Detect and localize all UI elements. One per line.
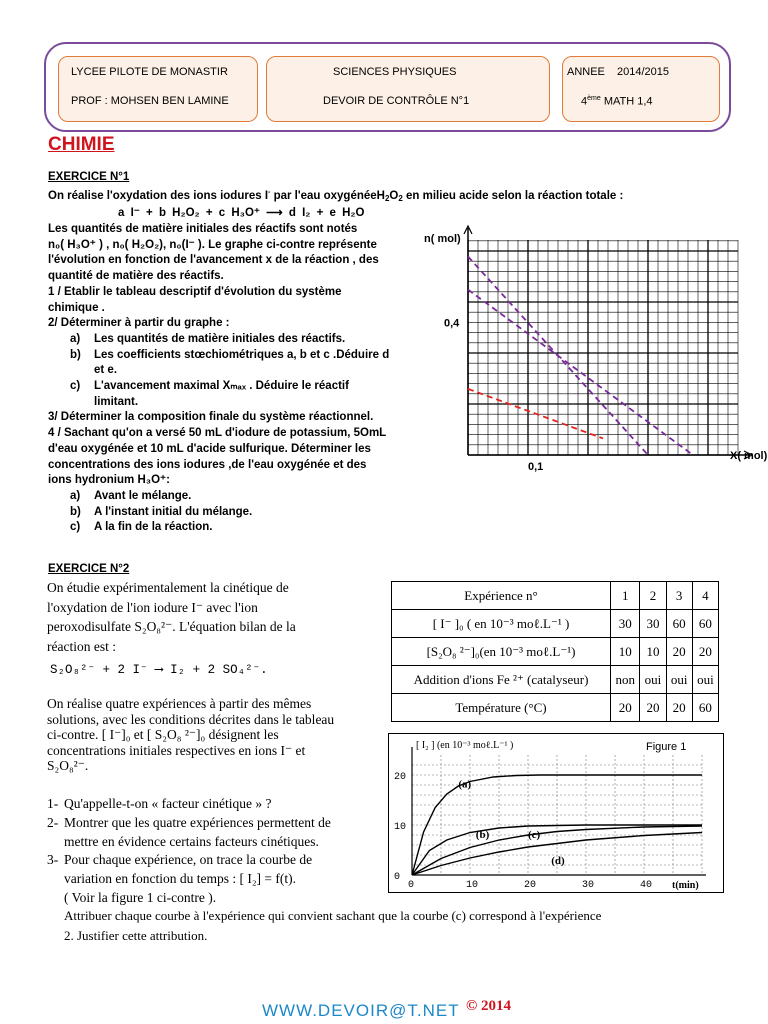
- table-cell: oui: [666, 666, 692, 694]
- ex1-intro-2: par l'eau oxygénéeH: [270, 189, 385, 202]
- ex2-line2: S₂O₈²⁻.: [47, 758, 89, 774]
- table-row-label: Addition d'ions Fe ²⁺ (catalyseur): [392, 666, 611, 694]
- ex2-line: réaction est :: [47, 638, 116, 654]
- year-label: ANNEE: [567, 66, 605, 78]
- ex1-q2-item: Les coefficients stœchiométriques a, b et c .Déduire d: [94, 348, 390, 361]
- ex2-line: l'oxydation de l'ion iodure I⁻ avec l'ion: [47, 599, 258, 615]
- table-cell: 60: [692, 610, 718, 638]
- class-number: 4: [581, 95, 588, 108]
- y-tick-label: 20: [394, 772, 407, 783]
- school-name: LYCEE PILOTE DE MONASTIR: [71, 66, 228, 78]
- ex2-line2: ci-contre. [ I⁻]₀ et [ S₂O₈ ²⁻]₀ désignent les: [47, 727, 279, 743]
- ex1-intro-sup: -: [268, 189, 271, 196]
- ex1-q2-item: Les quantités de matière initiales des réactifs.: [94, 332, 346, 345]
- table-header-exp: 3: [666, 582, 692, 610]
- x-tick-label: 30: [582, 880, 595, 891]
- ex1-intro-1: On réalise l'oxydation des ions iodures I: [48, 189, 269, 202]
- ex1-q2-letter: c): [70, 380, 81, 392]
- table-cell: 20: [692, 638, 718, 666]
- y-tick-label: 0: [394, 872, 401, 883]
- table-header-exp: 4: [692, 582, 718, 610]
- ex2-question: Pour chaque expérience, on trace la courbe de: [64, 852, 313, 868]
- year-value: 2014/2015: [617, 66, 669, 78]
- subject-name: SCIENCES PHYSIQUES: [333, 66, 457, 78]
- ex2-question: variation en fonction du temps : [ I₂] = f(t).: [64, 871, 297, 887]
- ex1-q4-letter: a): [70, 489, 81, 502]
- ex1-line: 1 / Etablir le tableau descriptif d'évolution du système: [48, 285, 342, 298]
- table-cell: non: [611, 666, 640, 694]
- table-row-label: [S₂O₈ ²⁻]₀(en 10⁻³ moℓ.L⁻¹): [392, 638, 611, 666]
- table-cell: 20: [666, 638, 692, 666]
- x-tick-label: 10: [466, 880, 479, 891]
- table-cell: 10: [640, 638, 666, 666]
- class-level: [581, 95, 653, 108]
- ex1-q2-letter: a): [70, 332, 81, 345]
- class-rest: MATH 1,4: [603, 95, 653, 108]
- x-tick-label: 20: [524, 880, 537, 891]
- table-cell: oui: [692, 666, 718, 694]
- ex1-line-after: 3/ Déterminer la composition finale du système réactionnel.: [48, 411, 374, 424]
- exam-name: DEVOIR DE CONTRÔLE N°1: [323, 95, 470, 107]
- ex2-last-line-2: 2. Justifier cette attribution.: [64, 928, 208, 943]
- table-cell: 60: [666, 610, 692, 638]
- x-tick-label: 0: [408, 880, 415, 891]
- series-line-violet-2: [468, 290, 693, 455]
- ex2-question: mettre en évidence certains facteurs cinétiques.: [64, 833, 319, 849]
- y-axis-label: n( mol): [424, 233, 461, 245]
- ex1-line-after: d'eau oxygénée et 10 mL d'acide sulfurique. Déterminer les: [48, 442, 371, 455]
- ex2-line2: On réalise quatre expériences à partir des mêmes: [47, 696, 312, 711]
- ex1-line: n₀( H₃O⁺ ) , n₀( H₂O₂), n₀(I⁻ ). Le graphe ci-contre représente: [48, 238, 377, 251]
- ex1-q2-item: limitant.: [94, 395, 139, 408]
- curve-label: (d): [551, 855, 565, 867]
- prof-name: PROF : MOHSEN BEN LAMINE: [71, 95, 229, 107]
- y-tick-label: 10: [394, 822, 407, 833]
- ex1-line: Les quantités de matière initiales des réactifs sont notés: [48, 223, 358, 235]
- school-box: [58, 56, 258, 122]
- table-header-exp: 1: [611, 582, 640, 610]
- ex2-line2: solutions, avec les conditions décrites dans le tableau: [47, 711, 335, 727]
- table-cell: 60: [692, 694, 718, 722]
- ex1-q2-item: et e.: [94, 364, 118, 377]
- table-row-label: [ I⁻ ]₀ ( en 10⁻³ moℓ.L⁻¹ ): [392, 610, 611, 638]
- x-axis-label: t(min): [672, 880, 699, 891]
- ex1-line-after: ions hydronium H₃O⁺:: [48, 474, 170, 487]
- footer-copyright: © 2014: [466, 998, 511, 1014]
- table-cell: 30: [611, 610, 640, 638]
- footer-site[interactable]: WWW.DEVOIR@T.NET: [262, 1001, 460, 1020]
- table-cell: 30: [640, 610, 666, 638]
- ex2-question: ( Voir la figure 1 ci-contre ).: [64, 890, 217, 905]
- ex1-equation: a I⁻ + b H₂O₂ + c H₃O⁺ ⟶ d I₂ + e H₂O: [118, 207, 365, 219]
- class-sup: ème: [587, 95, 601, 102]
- ex1-title: EXERCICE N°1: [48, 171, 130, 183]
- x-tick-label: 0,1: [528, 461, 544, 473]
- table-cell: 10: [611, 638, 640, 666]
- section-title: CHIMIE: [48, 134, 115, 155]
- ex1-q4-item: A la fin de la réaction.: [94, 521, 213, 534]
- figure-title: Figure 1: [646, 741, 687, 753]
- table-row: [392, 694, 719, 722]
- graph-n-vs-x: [418, 230, 768, 490]
- y-tick-label: 0,4: [444, 317, 460, 330]
- table-header-exp: 2: [640, 582, 666, 610]
- ex2-equation: S₂O₈²⁻ + 2 I⁻ ⟶ I₂ + 2 SO₄²⁻.: [50, 663, 268, 677]
- ex1-q4-item: Avant le mélange.: [94, 489, 192, 502]
- ex2-line2: concentrations initiales respectives en ions I⁻ et: [47, 742, 306, 758]
- ex1-q4-item: A l'instant initial du mélange.: [94, 505, 253, 518]
- table-cell: oui: [640, 666, 666, 694]
- table-row: [392, 610, 719, 638]
- ex2-question: Qu'appelle-t-on « facteur cinétique » ?: [64, 796, 272, 811]
- ex2-question: Montrer que les quatre expériences permettent de: [64, 814, 331, 830]
- table-row: [392, 638, 719, 666]
- ex1-line-after: concentrations des ions iodures ,de l'eau oxygénée et des: [48, 458, 367, 471]
- ex2-question-number: 3-: [47, 852, 59, 868]
- ex1-q4-letter: b): [70, 505, 81, 518]
- grid: [468, 240, 738, 455]
- curve-label: (a): [458, 778, 472, 791]
- figure-1-kinetics-chart: [388, 733, 724, 893]
- ex1-q2-item: L'avancement maximal Xₘₐₓ . Déduire le réactif: [94, 380, 349, 392]
- ex1-intro-3: en milieu acide selon la réaction totale :: [402, 189, 624, 202]
- curve-label: (b): [475, 829, 490, 841]
- y-axis-label: [ I₂ ] (en 10⁻³ moℓ.L⁻¹ ): [416, 740, 514, 751]
- table-cell: 20: [640, 694, 666, 722]
- table-header-label: Expérience n°: [392, 582, 611, 610]
- experiments-table: [391, 581, 719, 722]
- table-cell: 20: [666, 694, 692, 722]
- ex2-title: EXERCICE N°2: [48, 563, 130, 575]
- table-cell: 20: [611, 694, 640, 722]
- x-axis-label: X( mol): [730, 450, 768, 462]
- ex1-q4-letter: c): [70, 521, 81, 534]
- ex1-line: 2/ Déterminer à partir du graphe :: [48, 317, 230, 330]
- year-box: [562, 56, 720, 122]
- ex1-q2-letter: b): [70, 348, 81, 361]
- ex2-line: peroxodisulfate S₂O₈²⁻. L'équation bilan de la: [47, 619, 296, 634]
- ex1-line: quantité de matière des réactifs.: [48, 270, 224, 283]
- ex2-question-number: 1-: [47, 796, 59, 811]
- x-tick-label: 40: [640, 880, 653, 891]
- table-row-label: Température (°C): [392, 694, 611, 722]
- ex1-line: l'évolution en fonction de l'avancement x de la réaction , des: [48, 254, 379, 267]
- ex1-line: chimique .: [48, 301, 105, 314]
- subject-box: [266, 56, 550, 122]
- ex2-line: On étudie expérimentalement la cinétique de: [47, 580, 289, 595]
- ex1-line-after: 4 / Sachant qu'on a versé 50 mL d'iodure de potassium, 5OmL: [48, 427, 387, 440]
- ex1-intro: On réalise l'oxydation des ions iodures I- par l'eau oxygénéeH2O2 en milieu acide selon la réaction totale :: [48, 189, 624, 203]
- ex2-question-number: 2-: [47, 814, 59, 830]
- table-row: [392, 666, 719, 694]
- curve-label: (c): [528, 829, 541, 841]
- ex2-last-line-1: Attribuer chaque courbe à l'expérience qui convient sachant que la courbe (c) correspond à l'expérience: [64, 908, 602, 923]
